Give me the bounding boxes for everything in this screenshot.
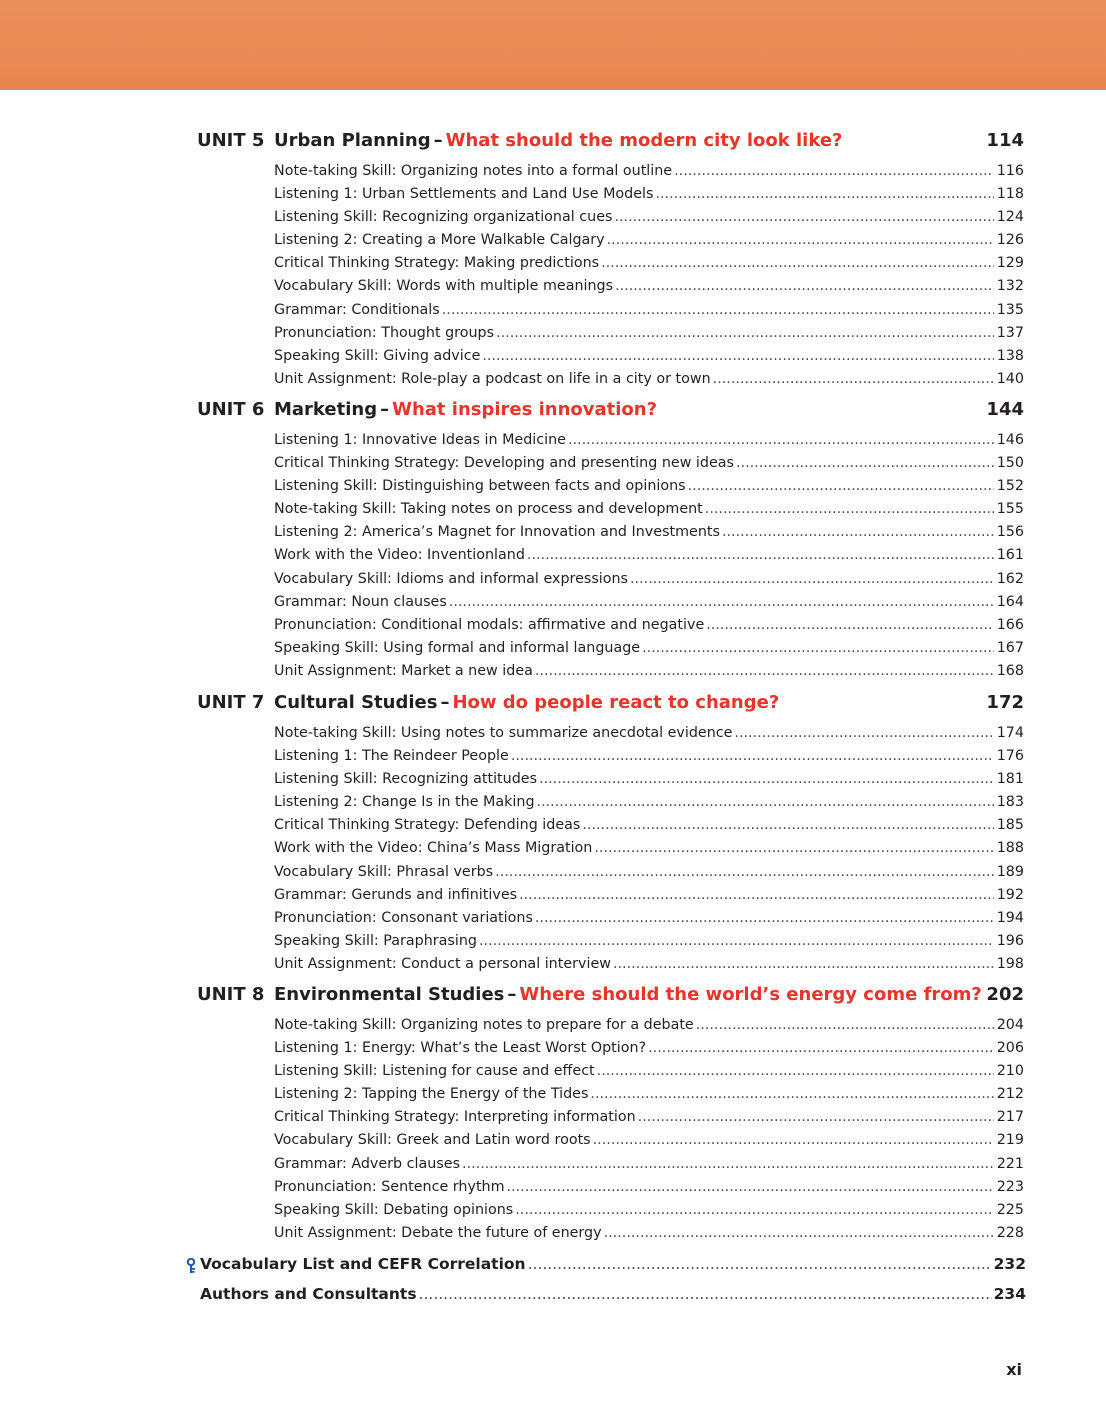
toc-entry[interactable] <box>274 722 1024 745</box>
entry-list <box>274 1014 1024 1245</box>
dot-leader <box>442 299 994 322</box>
entry-page: 176 <box>996 748 1024 765</box>
entry-page: 210 <box>996 1063 1024 1080</box>
unit-page-number: 144 <box>986 399 1024 420</box>
entry-title: Vocabulary Skill: Phrasal verbs <box>274 863 494 880</box>
entry-page: 183 <box>996 794 1024 811</box>
back-matter-title: Authors and Consultants <box>200 1285 417 1303</box>
entry-title: Pronunciation: Thought groups <box>274 324 495 341</box>
entry-title: Listening Skill: Recognizing organizational cues <box>274 209 613 226</box>
entry-page: 192 <box>996 886 1024 903</box>
entry-title: Grammar: Conditionals <box>274 301 440 318</box>
entry-title: Listening 1: Urban Settlements and Land Use Models <box>274 186 654 203</box>
entry-title: Note-taking Skill: Organizing notes into a formal outline <box>274 163 673 179</box>
dot-leader <box>582 814 993 837</box>
dot-leader <box>642 637 994 660</box>
dot-leader <box>688 475 994 498</box>
toc-entry[interactable] <box>274 299 1024 322</box>
toc-entry[interactable] <box>274 637 1024 660</box>
entry-page: 198 <box>996 955 1024 972</box>
toc-entry[interactable] <box>274 206 1024 229</box>
entry-title: Critical Thinking Strategy: Making predictions <box>274 255 600 272</box>
toc-entry[interactable] <box>274 907 1024 930</box>
key-icon <box>185 1258 197 1274</box>
entry-page: 206 <box>996 1040 1024 1057</box>
entry-page: 189 <box>996 863 1024 880</box>
entry-page: 174 <box>996 725 1024 741</box>
dot-leader <box>601 252 994 275</box>
entry-page: 164 <box>996 593 1024 610</box>
entry-title: Pronunciation: Sentence rhythm <box>274 1178 505 1195</box>
dot-leader <box>507 1176 994 1199</box>
entry-title: Listening 1: Innovative Ideas in Medicine <box>274 432 566 448</box>
entry-title: Critical Thinking Strategy: Defending ideas <box>274 817 581 834</box>
dot-leader <box>528 1251 992 1277</box>
entry-title: Unit Assignment: Debate the future of energy <box>274 1224 602 1241</box>
toc-entry[interactable] <box>274 1199 1024 1222</box>
toc-entry[interactable] <box>274 814 1024 837</box>
entry-title: Speaking Skill: Debating opinions <box>274 1201 514 1218</box>
entry-page: 204 <box>996 1017 1024 1033</box>
toc-entry[interactable] <box>274 368 1024 391</box>
dot-leader <box>462 1153 994 1176</box>
toc-entry[interactable] <box>274 498 1024 521</box>
header-band <box>0 0 1106 90</box>
entry-page: 132 <box>996 278 1024 295</box>
entry-title: Listening Skill: Recognizing attitudes <box>274 771 538 788</box>
toc-entry[interactable] <box>274 1037 1024 1060</box>
back-matter-authors[interactable] <box>200 1281 1026 1307</box>
entry-page: 150 <box>996 455 1024 472</box>
dot-leader <box>519 884 994 907</box>
unit-title[interactable]: Environmental Studies – Where should the world’s energy come from? <box>274 984 982 1005</box>
toc-entry[interactable] <box>274 1176 1024 1199</box>
entry-title: Vocabulary Skill: Words with multiple meanings <box>274 278 614 295</box>
entry-page: 166 <box>996 616 1024 633</box>
entry-title: Unit Assignment: Market a new idea <box>274 662 533 679</box>
unit-page-number: 114 <box>986 130 1024 151</box>
dot-leader <box>594 837 993 860</box>
entry-title: Note-taking Skill: Using notes to summarize anecdotal evidence <box>274 725 733 741</box>
entry-title: Listening Skill: Distinguishing between facts and opinions <box>274 478 686 495</box>
dot-leader <box>515 1199 993 1222</box>
entry-title: Vocabulary Skill: Idioms and informal expressions <box>274 570 629 587</box>
dot-leader <box>568 429 994 452</box>
toc-entry[interactable] <box>274 475 1024 498</box>
dot-leader <box>590 1083 993 1106</box>
toc-entry[interactable] <box>274 884 1024 907</box>
toc-entry[interactable] <box>274 745 1024 768</box>
entry-page: 221 <box>996 1155 1024 1172</box>
dot-leader <box>613 953 994 976</box>
unit-page-number: 202 <box>986 984 1024 1005</box>
entry-list <box>274 160 1024 391</box>
toc-entry[interactable] <box>274 1060 1024 1083</box>
entry-page: 188 <box>996 840 1024 857</box>
entry-title: Listening 2: Creating a More Walkable Calgary <box>274 232 605 249</box>
unit-label: UNIT 5 <box>197 130 265 151</box>
dot-leader <box>713 368 994 391</box>
entry-title: Unit Assignment: Role-play a podcast on life in a city or town <box>274 370 711 387</box>
dot-leader <box>722 521 994 544</box>
entry-page: 126 <box>996 232 1024 249</box>
page-folio: xi <box>1006 1360 1022 1379</box>
toc-entry[interactable] <box>274 229 1024 252</box>
entry-title: Critical Thinking Strategy: Interpreting information <box>274 1109 636 1126</box>
unit-page-number: 172 <box>986 692 1024 713</box>
entry-page: 138 <box>996 347 1024 364</box>
entry-page: 124 <box>996 209 1024 226</box>
entry-page: 155 <box>996 501 1024 518</box>
dot-leader <box>535 907 994 930</box>
entry-page: 223 <box>996 1178 1024 1195</box>
unit-subject: Cultural Studies <box>274 692 438 713</box>
dot-leader <box>597 1060 994 1083</box>
dot-leader <box>614 206 993 229</box>
entry-title: Unit Assignment: Conduct a personal interview <box>274 955 611 972</box>
unit-question: What inspires innovation? <box>392 399 658 420</box>
entry-page: 137 <box>996 324 1024 341</box>
toc-entry[interactable] <box>274 791 1024 814</box>
entry-page: 118 <box>996 186 1024 203</box>
toc-entry[interactable] <box>274 614 1024 637</box>
dot-leader <box>736 452 994 475</box>
toc-entry[interactable] <box>274 861 1024 884</box>
toc-entry[interactable] <box>274 1153 1024 1176</box>
entry-page: 219 <box>996 1132 1024 1149</box>
dot-leader <box>706 614 993 637</box>
entry-page: 162 <box>996 570 1024 587</box>
entry-title: Speaking Skill: Paraphrasing <box>274 932 477 949</box>
unit-label: UNIT 8 <box>197 984 265 1005</box>
entry-page: 146 <box>996 432 1024 448</box>
entry-title: Note-taking Skill: Organizing notes to prepare for a debate <box>274 1017 694 1033</box>
dot-leader <box>479 930 994 953</box>
entry-title: Listening 2: Tapping the Energy of the Tides <box>274 1086 589 1103</box>
entry-list <box>274 722 1024 976</box>
entry-page: 140 <box>996 370 1024 387</box>
unit-title[interactable]: Urban Planning – What should the modern city look like? <box>274 130 843 151</box>
unit-question: Where should the world’s energy come from? <box>519 984 982 1005</box>
entry-title: Critical Thinking Strategy: Developing and presenting new ideas <box>274 455 734 472</box>
dot-leader <box>674 160 994 183</box>
toc-entry[interactable] <box>274 837 1024 860</box>
dot-leader <box>496 322 994 345</box>
toc-entry[interactable] <box>274 591 1024 614</box>
dot-leader <box>537 791 994 814</box>
dot-leader <box>495 861 994 884</box>
toc-entry[interactable] <box>274 544 1024 567</box>
toc-entry[interactable] <box>274 768 1024 791</box>
entry-title: Listening 2: America’s Magnet for Innovation and Investments <box>274 524 720 541</box>
dot-leader <box>449 591 994 614</box>
toc-entry[interactable] <box>274 183 1024 206</box>
dot-leader <box>696 1014 994 1037</box>
toc-entry[interactable] <box>274 160 1024 183</box>
dot-leader <box>419 1281 992 1307</box>
dot-leader <box>604 1222 994 1245</box>
unit-subject: Urban Planning <box>274 130 431 151</box>
unit-heading <box>0 690 1106 722</box>
entry-page: 225 <box>996 1201 1024 1218</box>
entry-title: Speaking Skill: Giving advice <box>274 347 481 364</box>
entry-title: Listening 1: The Reindeer People <box>274 748 509 765</box>
entry-page: 116 <box>996 163 1024 179</box>
toc-entry[interactable] <box>274 452 1024 475</box>
entry-page: 161 <box>996 547 1024 564</box>
toc-entry[interactable] <box>274 429 1024 452</box>
dot-leader <box>539 768 994 791</box>
unit-subject: Marketing <box>274 399 378 420</box>
toc-entry[interactable] <box>274 322 1024 345</box>
back-matter-title: Vocabulary List and CEFR Correlation <box>200 1255 526 1273</box>
dot-leader <box>705 498 994 521</box>
dot-leader <box>535 660 994 683</box>
toc-entry[interactable] <box>274 568 1024 591</box>
entry-title: Listening 2: Change Is in the Making <box>274 794 535 811</box>
unit-title[interactable]: Marketing – What inspires innovation? <box>274 399 658 420</box>
back-matter-page: 234 <box>993 1285 1026 1303</box>
dot-leader <box>607 229 994 252</box>
toc-entry[interactable] <box>274 1222 1024 1245</box>
toc-entry[interactable] <box>274 1083 1024 1106</box>
dot-leader <box>655 183 993 206</box>
entry-title: Work with the Video: China’s Mass Migration <box>274 840 593 857</box>
entry-title: Speaking Skill: Using formal and informal language <box>274 639 641 656</box>
entry-title: Listening 1: Energy: What’s the Least Worst Option? <box>274 1040 647 1057</box>
entry-page: 217 <box>996 1109 1024 1126</box>
entry-page: 156 <box>996 524 1024 541</box>
dot-leader <box>511 745 994 768</box>
toc-entry[interactable] <box>274 1106 1024 1129</box>
dot-leader <box>638 1106 994 1129</box>
unit-heading <box>0 982 1106 1014</box>
toc-entry[interactable] <box>274 953 1024 976</box>
entry-page: 194 <box>996 909 1024 926</box>
dot-leader <box>482 345 993 368</box>
unit-subject: Environmental Studies <box>274 984 505 1005</box>
toc-entry[interactable] <box>274 660 1024 683</box>
entry-page: 212 <box>996 1086 1024 1103</box>
entry-page: 135 <box>996 301 1024 318</box>
unit-question: How do people react to change? <box>452 692 780 713</box>
entry-title: Pronunciation: Consonant variations <box>274 909 533 926</box>
entry-page: 185 <box>996 817 1024 834</box>
entry-title: Grammar: Adverb clauses <box>274 1155 461 1172</box>
unit-heading <box>0 397 1106 429</box>
toc-entry[interactable] <box>274 1014 1024 1037</box>
entry-list <box>274 429 1024 683</box>
dot-leader <box>527 544 994 567</box>
toc-entry[interactable] <box>274 1129 1024 1152</box>
dot-leader <box>630 568 994 591</box>
entry-page: 181 <box>996 771 1024 788</box>
entry-title: Vocabulary Skill: Greek and Latin word roots <box>274 1132 591 1149</box>
entry-page: 152 <box>996 478 1024 495</box>
unit-heading <box>0 128 1106 160</box>
entry-title: Grammar: Noun clauses <box>274 593 447 610</box>
unit-label: UNIT 6 <box>197 399 265 420</box>
entry-page: 168 <box>996 662 1024 679</box>
entry-title: Work with the Video: Inventionland <box>274 547 525 564</box>
toc-entry[interactable] <box>274 345 1024 368</box>
entry-page: 228 <box>996 1224 1024 1241</box>
entry-page: 129 <box>996 255 1024 272</box>
back-matter-page: 232 <box>993 1255 1026 1273</box>
toc-entry[interactable] <box>274 930 1024 953</box>
toc-entry[interactable] <box>274 521 1024 544</box>
entry-title: Pronunciation: Conditional modals: affirmative and negative <box>274 616 705 633</box>
entry-page: 196 <box>996 932 1024 949</box>
toc-entry[interactable] <box>274 275 1024 298</box>
back-matter-vocabulary[interactable] <box>200 1251 1026 1277</box>
unit-label: UNIT 7 <box>197 692 265 713</box>
dot-leader <box>734 722 993 745</box>
toc-entry[interactable] <box>274 252 1024 275</box>
entry-page: 167 <box>996 639 1024 656</box>
entry-title: Note-taking Skill: Taking notes on process and development <box>274 501 703 518</box>
unit-title[interactable]: Cultural Studies – How do people react to change? <box>274 692 780 713</box>
entry-title: Listening Skill: Listening for cause and effect <box>274 1063 595 1080</box>
unit-question: What should the modern city look like? <box>445 130 843 151</box>
dot-leader <box>615 275 994 298</box>
dot-leader <box>593 1129 994 1152</box>
dot-leader <box>648 1037 994 1060</box>
entry-title: Grammar: Gerunds and infinitives <box>274 886 518 903</box>
